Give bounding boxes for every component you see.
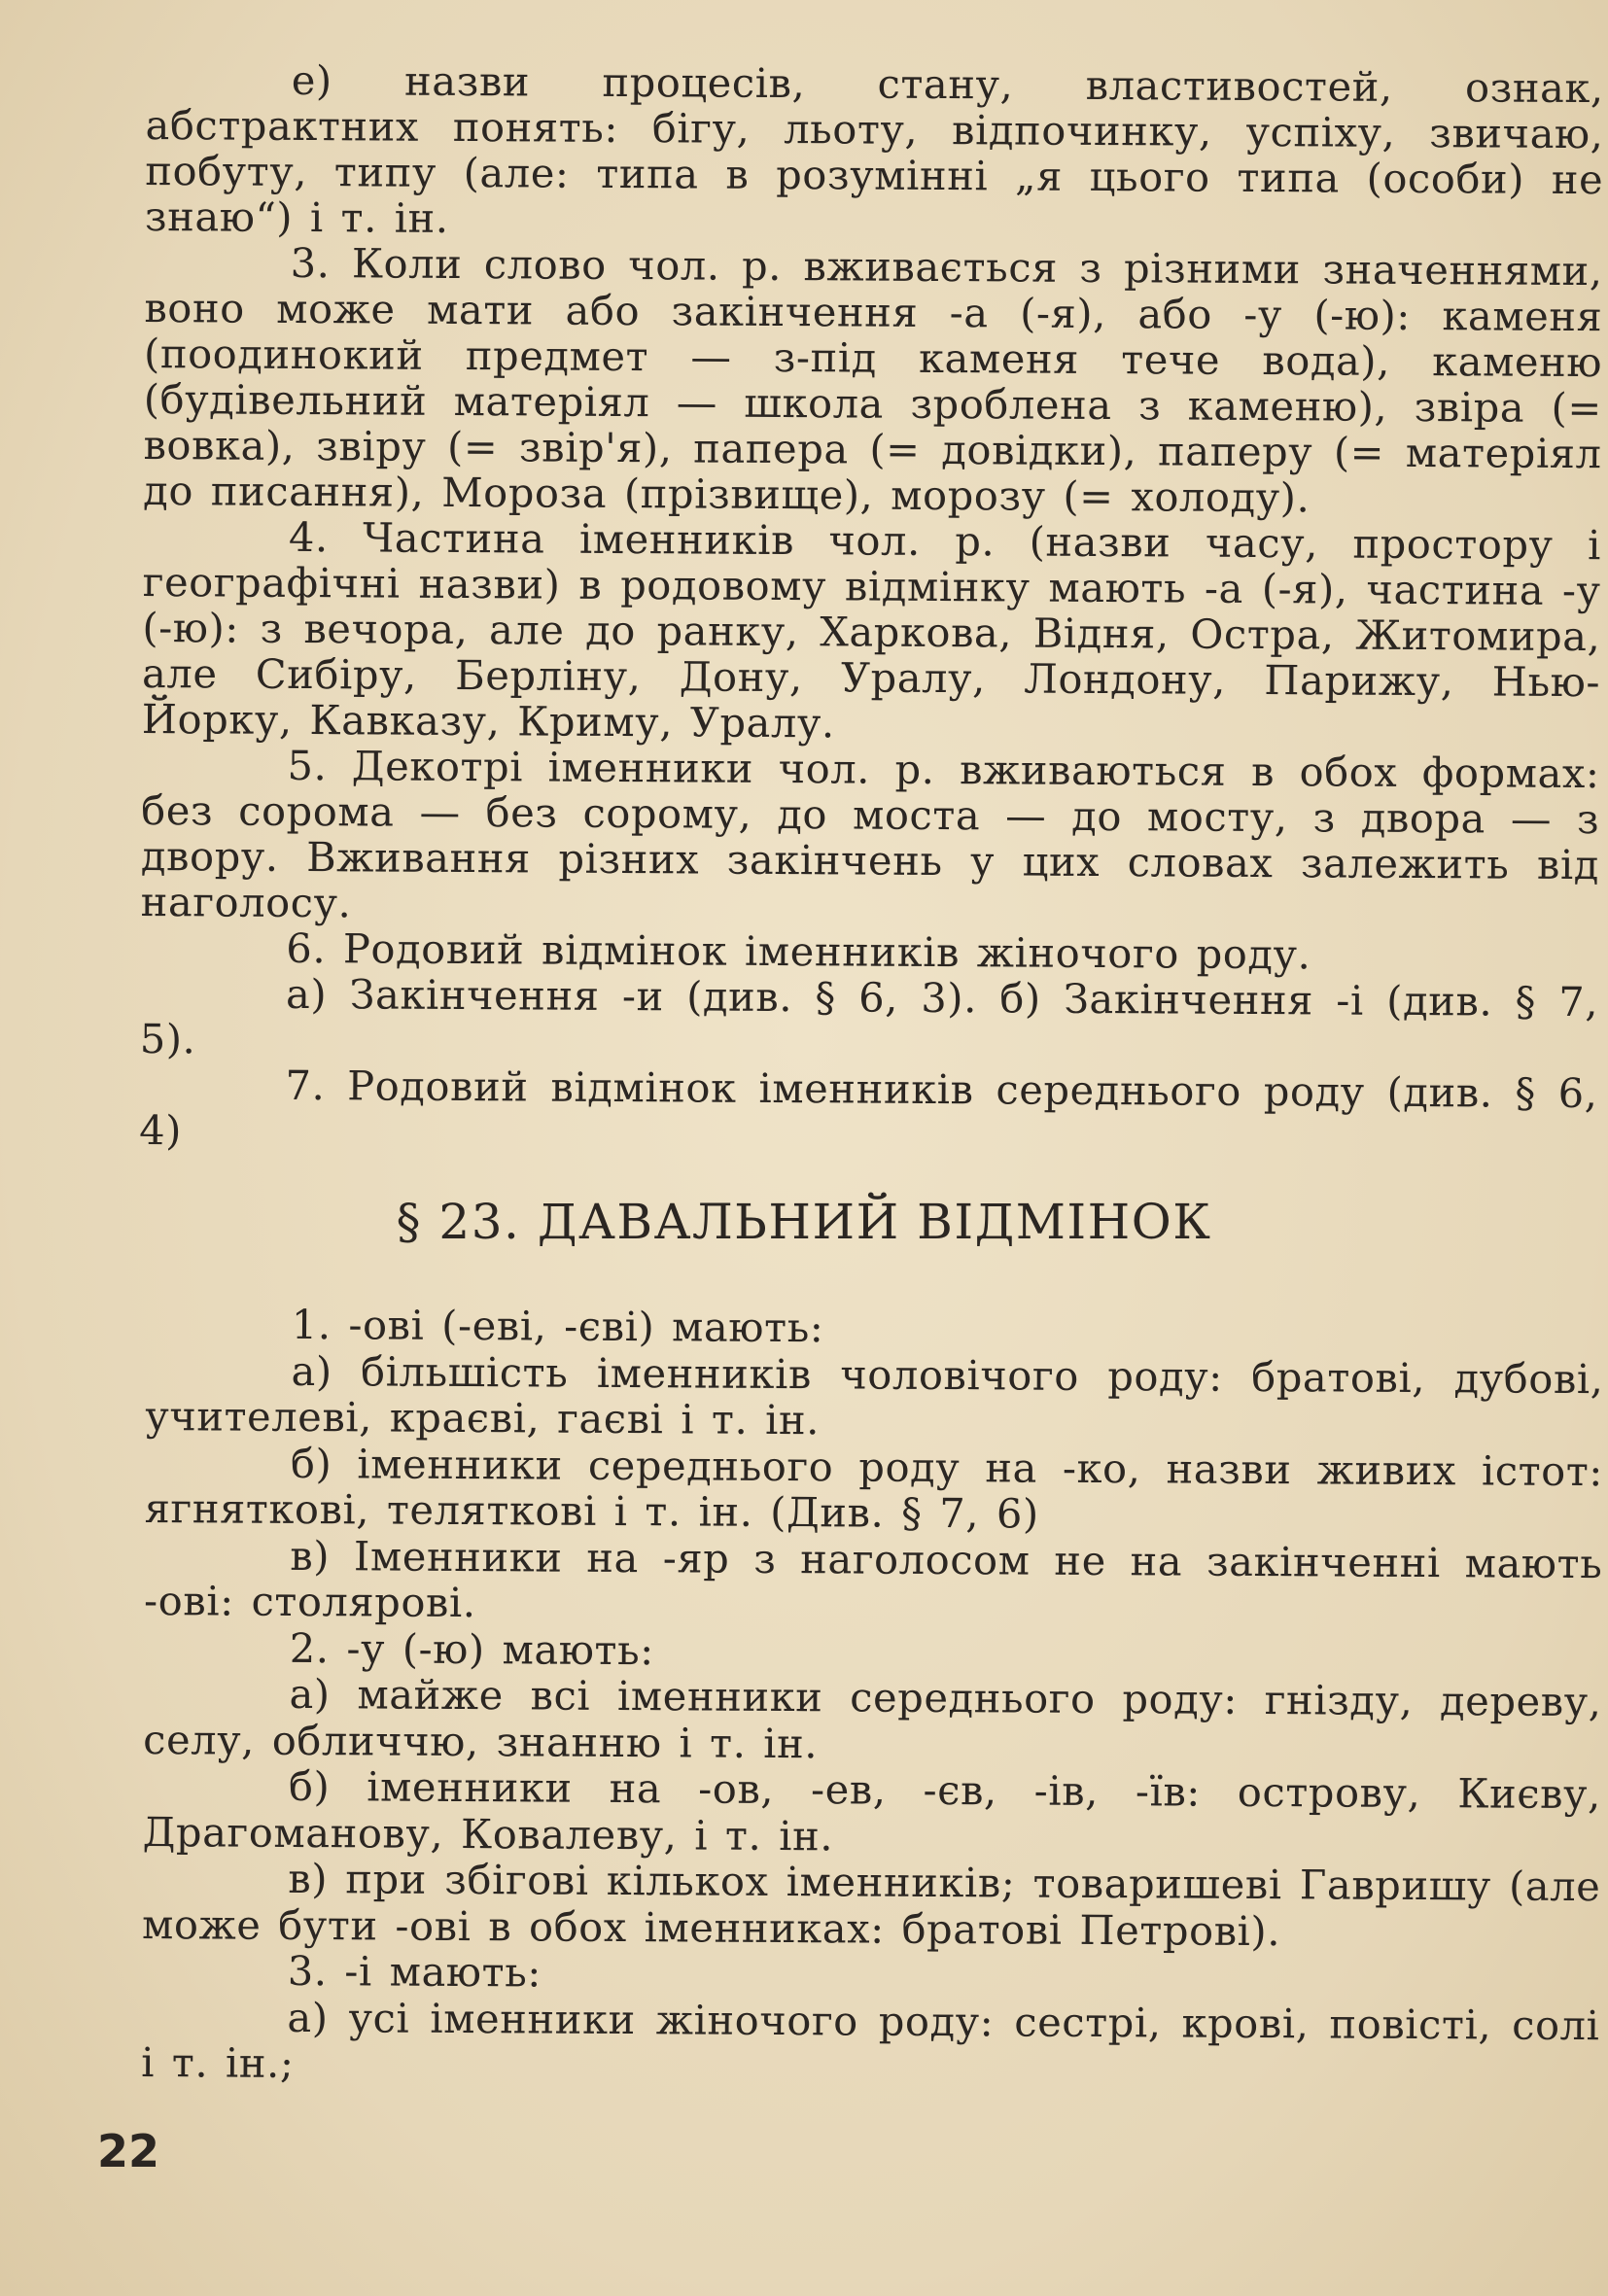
paragraph-dative-1a: а) більшість іменників чоловічого роду: братові, дубові, учителеві, краєві, гаєві і т. ін. (145, 1346, 1604, 1444)
paragraph-dative-1b: б) іменники середнього роду на -ко, назви живих істот: ягняткові, теляткові і т. ін. (Див. § 7, 6) (144, 1439, 1604, 1538)
paragraph-dative-3: 3. -і мають: (287, 1946, 542, 1997)
paragraph-rule-6: 6. Родовий відмінок іменників жіночого роду. (286, 923, 1311, 979)
paragraph-rule-6-endings: а) Закінчення -и (див. § 6, 3). б) Закінчення -і (див. § 7, 5). (139, 969, 1599, 1063)
section-heading: § 23. ДАВАЛЬНИЙ ВІДМІНОК (396, 1194, 1212, 1250)
paragraph-dative-1c: в) Іменники на -яр з наголосом не на закінченні мають -ові: столярові. (143, 1531, 1603, 1627)
upper-text-block (139, 56, 1604, 1162)
paragraph-rule-7: 7. Родовий відмінок іменників середнього роду (див. § 6, 4) (139, 1061, 1598, 1155)
page-number: 22 (97, 2125, 160, 2177)
paragraph-dative-2b: б) іменники на -ов, -ев, -єв, -ів, -їв: острову, Києву, Драгоманову, Ковалеву, і т. ін. (142, 1761, 1602, 1860)
paragraph-rule-4: 4. Частина іменників чол. р. (назви часу, простору і географічні назви) в родовому відмінку мають -а (-я), частина -у (-ю): з вечора, але до ранку, Харкова, Відня, Остра, Житомира, але Сибіру, Берліну, Дону, Уралу, Лондону, Парижу, Нью-Йорку, Кавказу, Криму, Уралу. (141, 512, 1602, 748)
paragraph-dative-2c: в) при збігові кількох іменників; товаришеві Гавришу (але може бути -ові в обох іменниках: братові Петрові). (141, 1854, 1601, 1955)
paragraph-e-abstract-nouns: е) назви процесів, стану, властивостей, ознак, абстрактних понять: бігу, льоту, відпочинку, успіху, звичаю, побуту, типу (але: типа в розумінні „я цього типа (особи) не знаю“) і т. ін. (144, 55, 1604, 242)
paragraph-dative-2a: а) майже всі іменники середнього роду: гнізду, дереву, селу, обличчю, знанню і т. ін. (143, 1669, 1602, 1767)
paragraph-dative-2: 2. -у (-ю) мають: (289, 1623, 654, 1674)
paragraph-dative-1: 1. -ові (-еві, -єві) мають: (291, 1300, 824, 1352)
paragraph-dative-3a: а) усі іменники жіночого роду: сестрі, крові, повісті, солі і т. ін.; (141, 1993, 1600, 2087)
paragraph-rule-5: 5. Декотрі іменники чол. р. вживаються в обох формах: без сорома — без сорому, до моста — до мосту, з двора — з двору. Вживання різних закінчень у цих словах залежить від наголосу. (140, 741, 1600, 927)
paragraph-rule-3: 3. Коли слово чол. р. вживається з різними значеннями, воно може мати або закінчення -а (-я), або -у (-ю): каменя (поодинокий предмет — з-під каменя тече вода), каменю (будівельний матеріял — школа зроблена з каменю), звіра (= вовка), звіру (= звір'я), папера (= довідки), паперу (= матеріял до писання), Мороза (прізвище), морозу (= холоду). (143, 238, 1603, 522)
lower-text-block (141, 1301, 1604, 2095)
